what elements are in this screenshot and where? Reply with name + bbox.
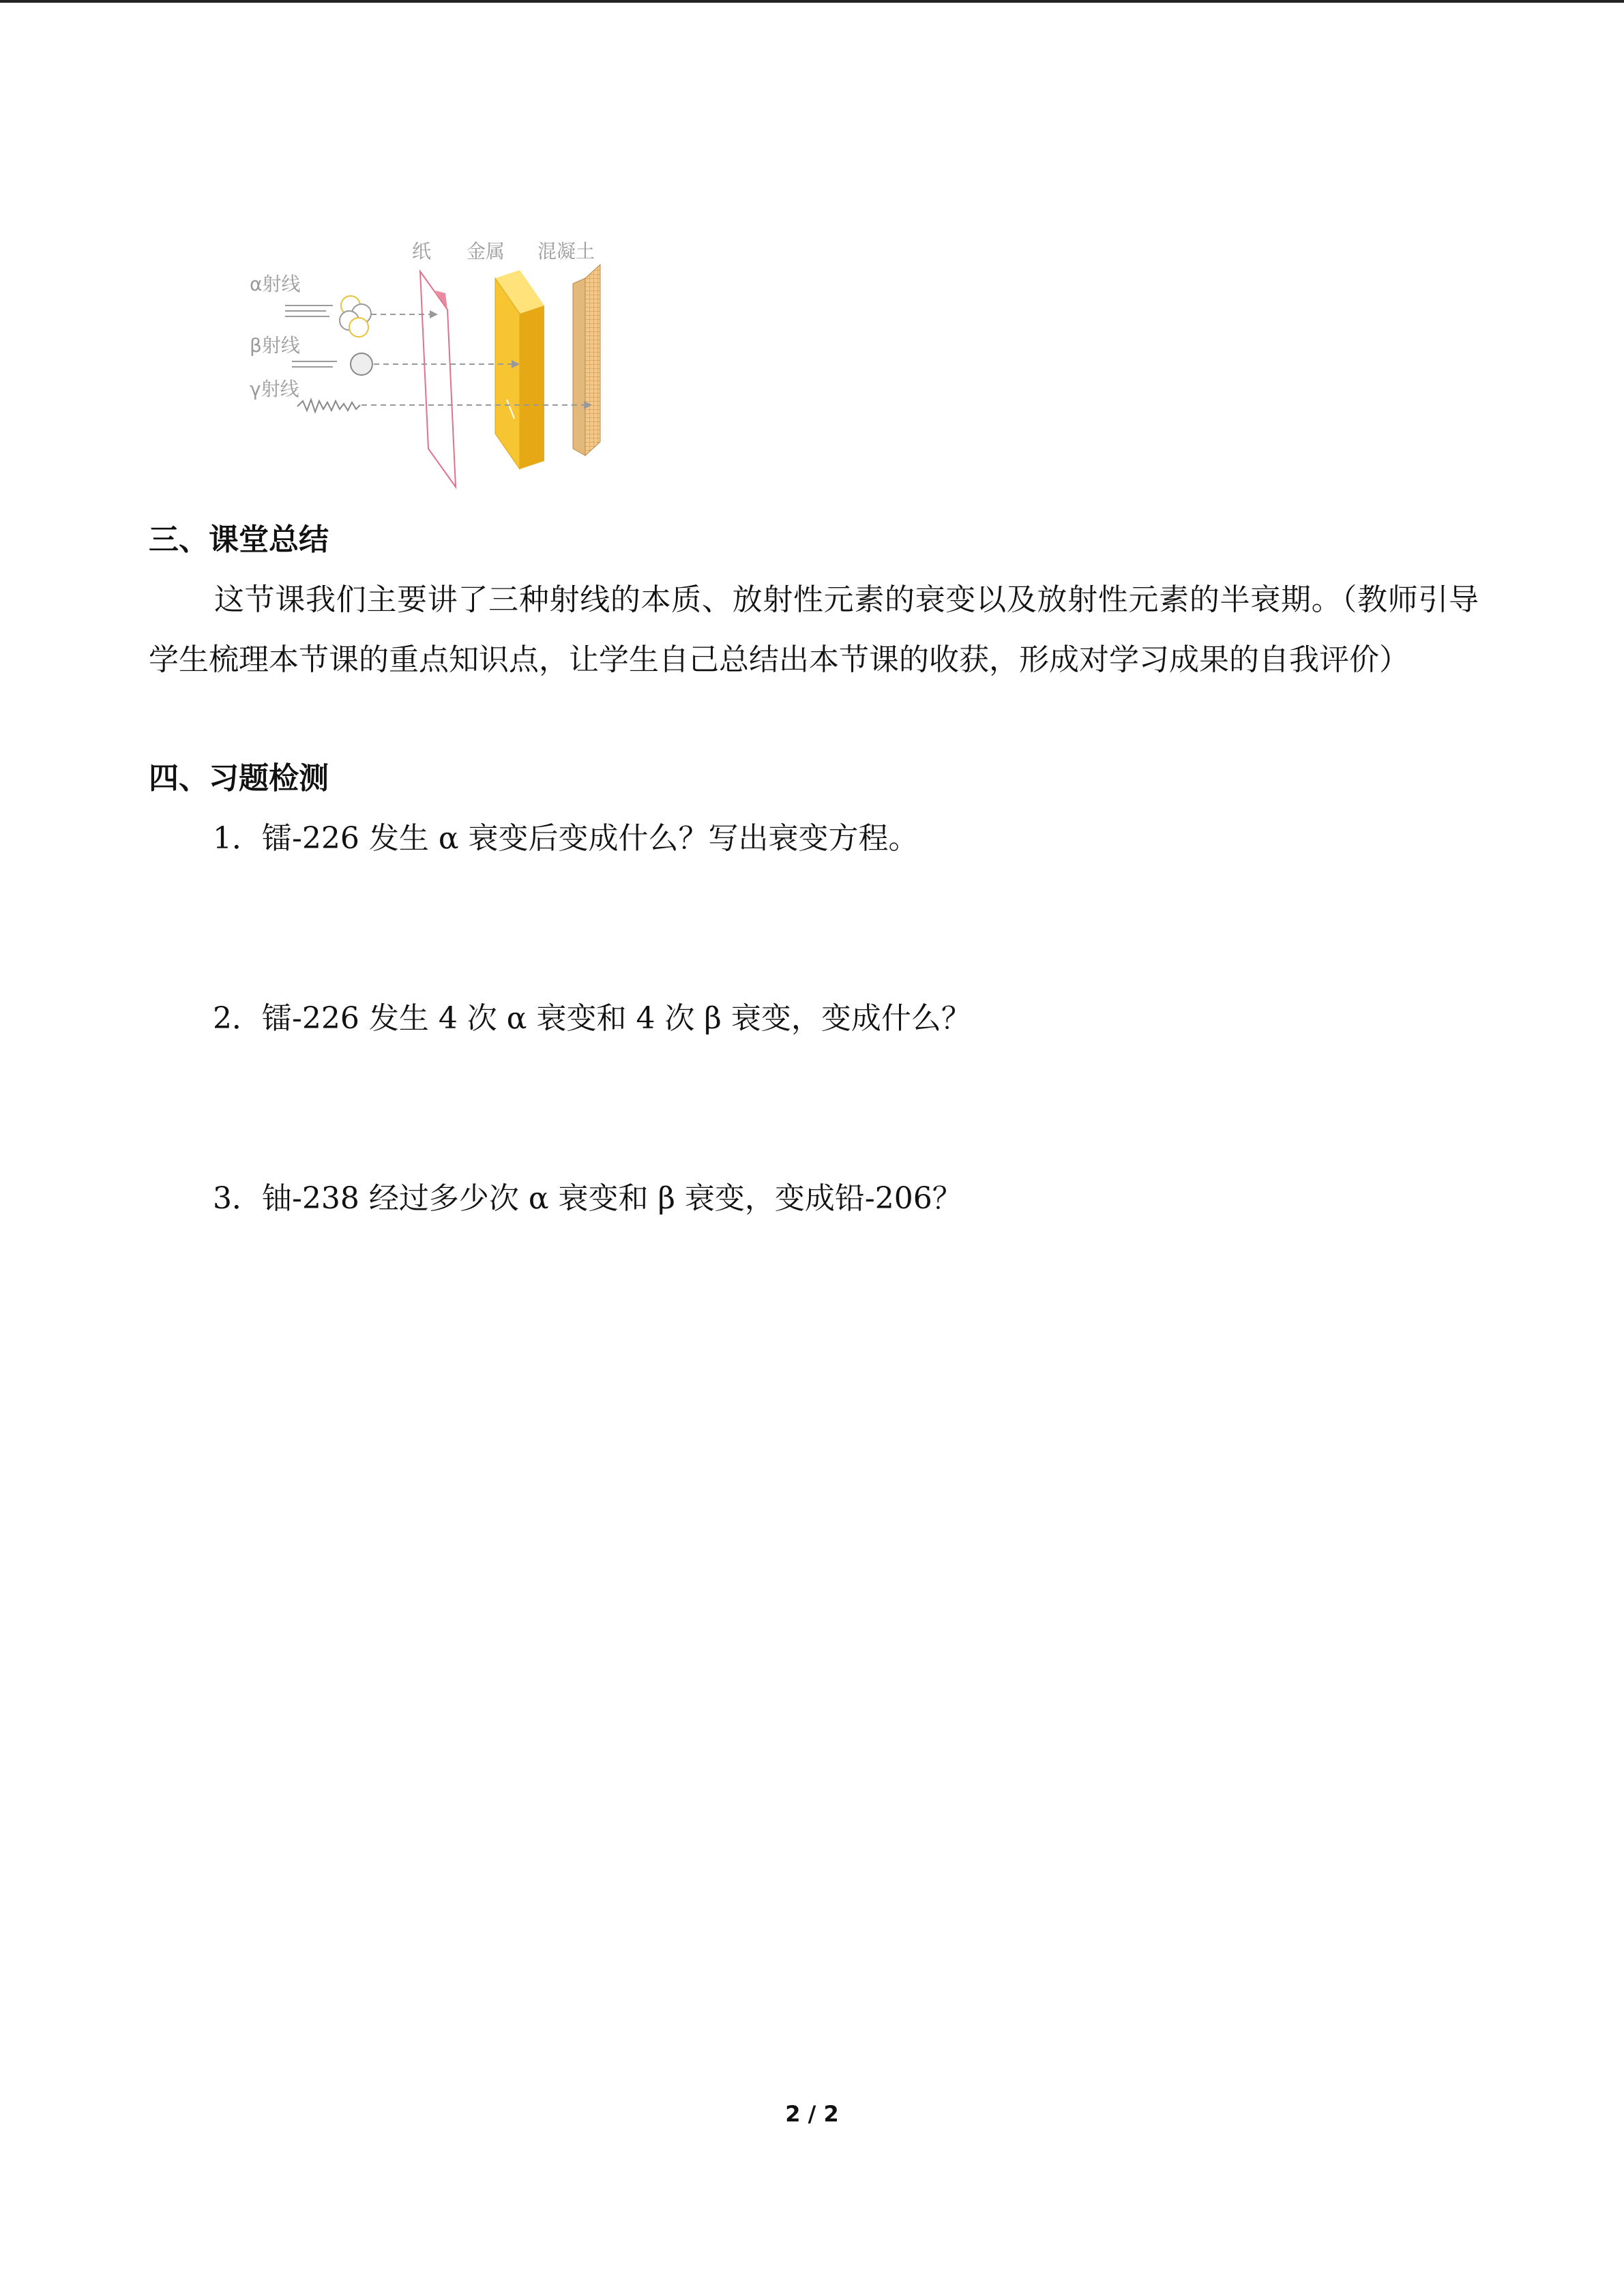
page-number: 2 / 2 [785,2101,839,2127]
page-top-border [0,0,1624,3]
radiation-penetration-diagram [217,217,640,490]
section-heading-summary: 三、课堂总结 [149,522,329,557]
question-2: 2．镭-226 发生 4 次 α 衰变和 4 次 β 衰变，变成什么？ [213,1001,971,1036]
label-concrete: 混凝土 [537,240,595,263]
metal-plate [495,270,544,469]
question-3: 3．铀-238 经过多少次 α 衰变和 β 衰变，变成铅-206？ [213,1181,962,1216]
concrete-block [573,265,600,456]
summary-paragraph: 这节课我们主要讲了三种射线的本质、放射性元素的衰变以及放射性元素的半衰期。（教师引导学生梳理本节课的重点知识点，让学生自己总结出本节课的收获，形成对学习成果的自我评价） [149,582,1479,677]
label-alpha-ray: α射线 [250,273,301,295]
section-heading-exercises: 四、习题检测 [149,761,329,796]
alpha-particle [285,296,438,337]
label-metal: 金属 [467,240,505,263]
paper-sheet [420,271,456,487]
label-paper: 纸 [412,240,432,263]
radiation-penetration-figure [217,217,640,490]
label-beta-ray: β射线 [250,334,300,357]
beta-particle [292,353,520,375]
question-1: 1．镭-226 发生 α 衰变后变成什么？写出衰变方程。 [213,821,919,856]
label-gamma-ray: γ射线 [250,378,299,400]
